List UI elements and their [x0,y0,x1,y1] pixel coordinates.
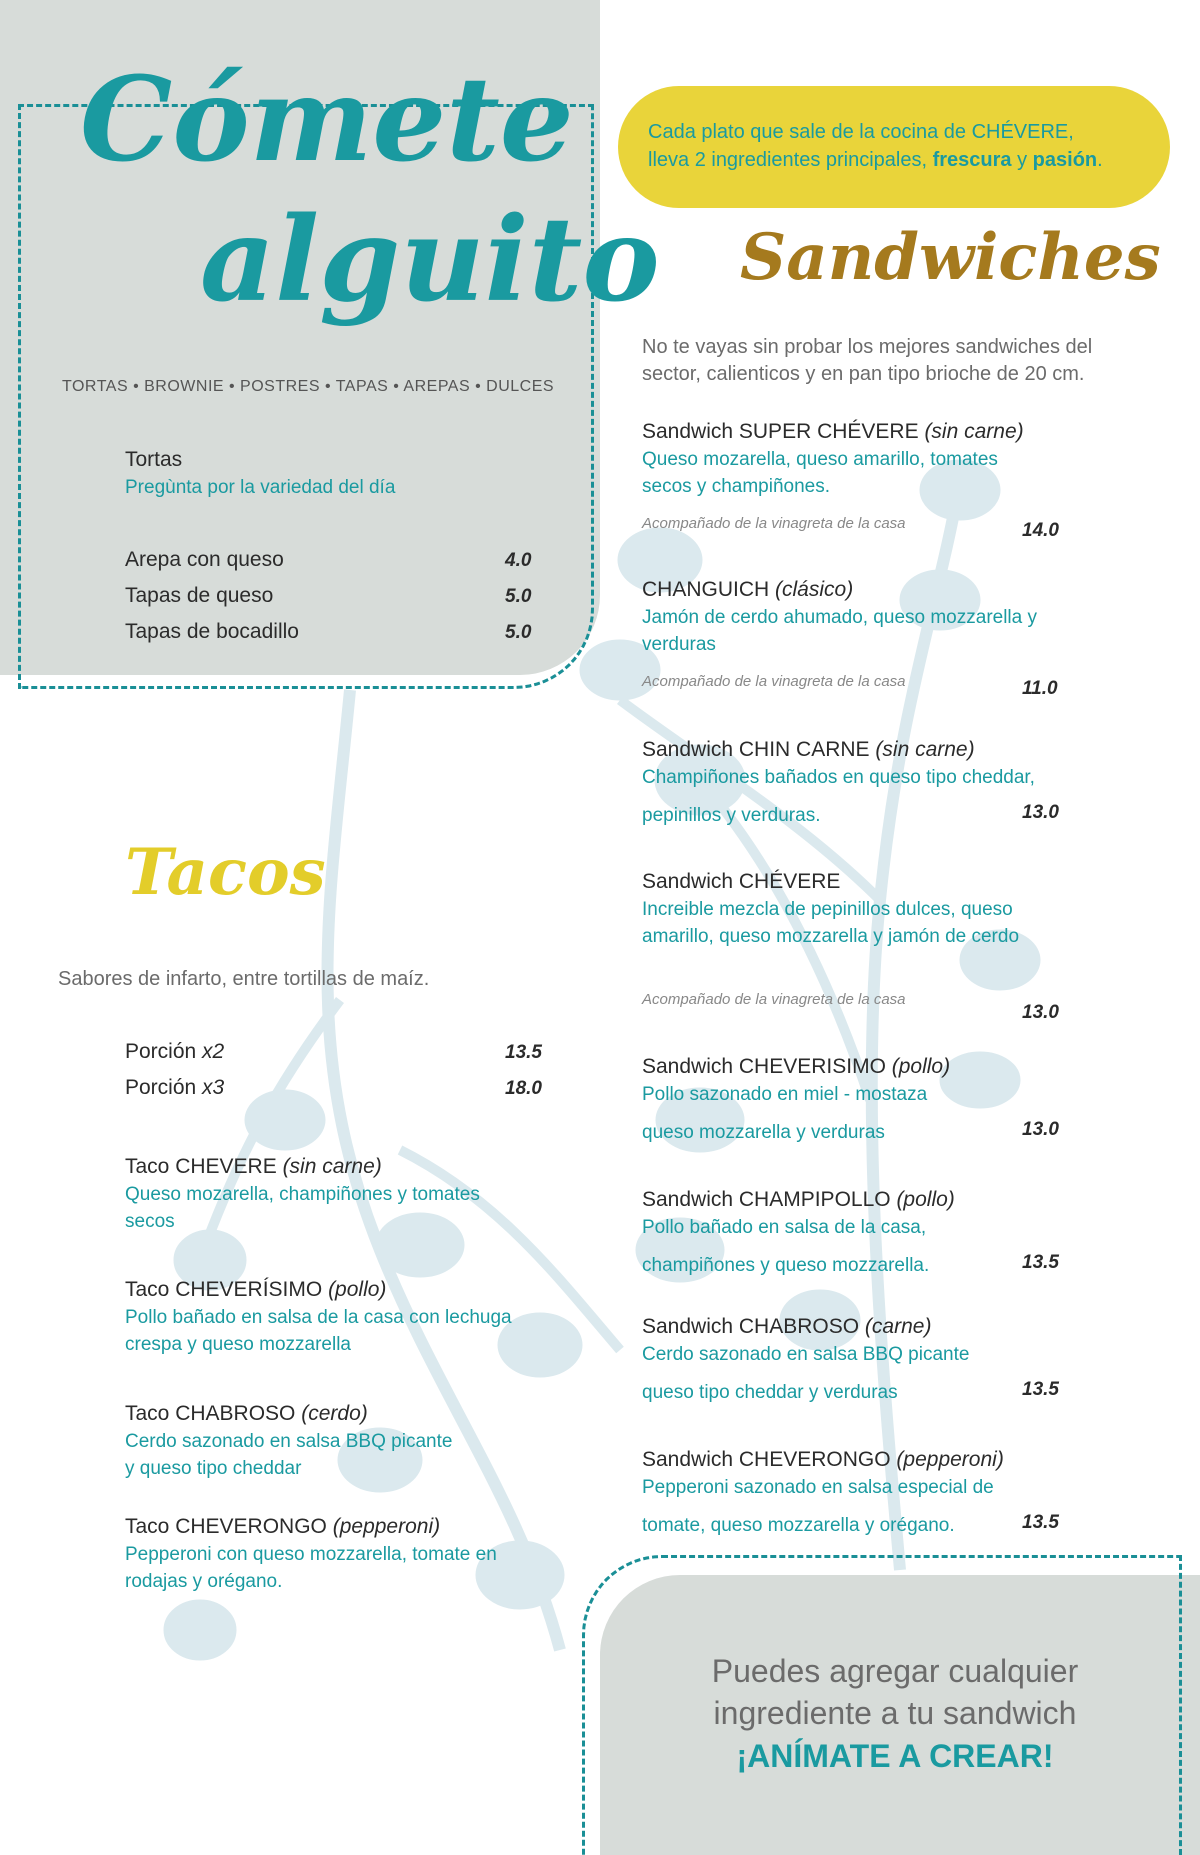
sandwich-desc-2: queso mozzarella y verduras [642,1122,885,1143]
sandwich-desc-1: Pollo sazonado en miel - mostaza [642,1084,928,1105]
sandwich-desc-1: Jamón de cerdo ahumado, queso mozzarella y [642,607,1038,628]
sandwich-tag: (pepperoni) [896,1448,1004,1471]
taco-tag: (pollo) [328,1278,387,1301]
title-line-2: alguito [200,192,660,328]
portion-price: 13.5 [505,1042,542,1063]
sandwich-name [642,738,975,762]
intro-bold-pasion: pasión [1032,149,1098,171]
sandwich-name [642,1448,1004,1472]
taco-desc-2: y queso tipo cheddar [125,1458,302,1479]
sandwich-desc-2: tomate, queso mozzarella y orégano. [642,1515,955,1536]
taco-desc-2: crespa y queso mozzarella [125,1334,351,1355]
sandwich-name [642,578,853,602]
sandwich-title: CHANGUICH [642,578,776,601]
sandwich-price: 13.0 [1022,1119,1059,1140]
sandwich-tag: (sin carne) [924,420,1024,443]
intro-line-2 [648,146,1148,174]
intro-mid: y [1011,149,1033,171]
sandwich-name [642,1188,955,1212]
sandwich-title: Sandwich CHÉVERE [642,870,841,893]
tortas-name: Tortas [125,448,183,471]
taco-title: Taco CHABROSO [125,1402,302,1425]
taco-title: Taco CHEVERONGO [125,1515,333,1538]
taco-title: Taco CHEVERE [125,1155,283,1178]
intro-line-2-prefix: lleva 2 ingredientes principales, [648,149,933,171]
sandwich-price: 13.5 [1022,1252,1059,1273]
sandwich-desc-1: Pollo bañado en salsa de la casa, [642,1217,927,1238]
sandwich-desc-2: pepinillos y verduras. [642,805,821,826]
sandwich-desc-2: queso tipo cheddar y verduras [642,1382,898,1403]
sandwiches-intro-line-2: sector, calienticos y en pan tipo brioche de 20 cm. [642,363,1085,385]
tortas-desc: Pregùnta por la variedad del día [125,477,396,498]
taco-desc-1: Pepperoni con queso mozzarella, tomate en [125,1544,497,1565]
taco-tag: (sin carne) [282,1155,382,1178]
sandwich-desc-2: verduras [642,634,716,655]
sandwich-desc-2: secos y champiñones. [642,476,830,497]
left-item-price: 5.0 [505,586,532,607]
taco-title: Taco CHEVERÍSIMO [125,1278,329,1301]
sandwich-title: Sandwich CHEVERONGO [642,1448,897,1471]
intro-pill-text [648,118,1148,174]
cta-line-1: Puedes agregar cualquier [711,1653,1079,1689]
intro-suffix: . [1097,149,1103,171]
sandwich-desc-1: Increible mezcla de pepinillos dulces, queso [642,899,1013,920]
portion-label: Porción [125,1040,203,1063]
sandwich-tag: (clásico) [775,578,854,601]
sandwich-desc-1: Champiñones bañados en queso tipo cheddar, [642,767,1035,788]
taco-name [125,1278,386,1302]
sandwich-tag: (carne) [864,1315,932,1338]
left-item-name: Arepa con queso [125,548,284,571]
sandwich-price: 13.5 [1022,1379,1059,1400]
taco-desc-2: rodajas y orégano. [125,1571,283,1592]
taco-desc-1: Pollo bañado en salsa de la casa con lechuga [125,1307,512,1328]
sandwich-desc-1: Queso mozarella, queso amarillo, tomates [642,449,998,470]
sandwich-price: 13.0 [1022,802,1059,823]
portion-qty: x3 [202,1076,225,1099]
portion-price: 18.0 [505,1078,542,1099]
sandwich-price: 14.0 [1022,520,1059,541]
sandwiches-heading: Sandwiches [740,220,1161,295]
taco-portion [125,1040,224,1064]
left-item-price: 4.0 [505,550,532,571]
tacos-heading: Tacos [125,835,326,910]
sandwich-desc-2: amarillo, queso mozzarella y jamón de cerdo [642,926,1020,947]
intro-line-1: Cada plato que sale de la cocina de CHÉVERE, [648,121,1074,143]
taco-desc-1: Queso mozarella, champiñones y tomates [125,1184,480,1205]
sandwiches-intro [642,334,1182,388]
sandwich-name [642,420,1024,444]
taco-portion [125,1076,224,1100]
taco-name [125,1515,440,1539]
tacos-intro: Sabores de infarto, entre tortillas de maíz. [58,968,430,990]
sandwich-title: Sandwich CHEVERISIMO [642,1055,892,1078]
sandwich-tag: (pollo) [896,1188,955,1211]
sandwich-note: Acompañado de la vinagreta de la casa [642,515,906,532]
sandwich-title: Sandwich CHAMPIPOLLO [642,1188,897,1211]
cta-line-2: ingrediente a tu sandwich [713,1695,1077,1731]
taco-tag: (pepperoni) [332,1515,441,1538]
sandwich-price: 13.0 [1022,1002,1059,1023]
sandwich-tag: (pollo) [891,1055,951,1078]
sandwich-title: Sandwich CHIN CARNE [642,738,876,761]
sandwich-name [642,1055,950,1079]
left-item-name: Tapas de bocadillo [125,620,299,643]
sandwich-desc-2: champiñones y queso mozzarella. [642,1255,930,1276]
sandwich-price: 13.5 [1022,1512,1059,1533]
sandwich-price: 11.0 [1022,678,1058,699]
intro-bold-frescura: frescura [932,149,1012,171]
cta-headline: ¡ANÍMATE A CREAR! [736,1738,1054,1774]
taco-tag: (cerdo) [301,1402,368,1425]
taco-name [125,1402,368,1426]
sandwich-name [642,870,840,894]
category-list: TORTAS • BROWNIE • POSTRES • TAPAS • AREPAS • DULCES [62,378,555,395]
portion-label: Porción [125,1076,203,1099]
sandwich-desc-1: Pepperoni sazonado en salsa especial de [642,1477,994,1498]
left-item-name: Tapas de queso [125,584,274,607]
taco-desc-2: secos [125,1211,175,1232]
taco-name [125,1155,382,1179]
sandwich-desc-1: Cerdo sazonado en salsa BBQ picante [642,1344,970,1365]
cta-text [640,1650,1150,1734]
sandwich-note: Acompañado de la vinagreta de la casa [642,991,906,1008]
sandwich-note: Acompañado de la vinagreta de la casa [642,673,906,690]
taco-desc-1: Cerdo sazonado en salsa BBQ picante [125,1431,453,1452]
portion-qty: x2 [202,1040,225,1063]
sandwiches-intro-line-1: No te vayas sin probar los mejores sandwiches del [642,336,1093,358]
left-item-price: 5.0 [505,622,532,643]
title-line-1: Cómete [80,52,574,188]
sandwich-tag: (sin carne) [875,738,975,761]
sandwich-title: Sandwich CHABROSO [642,1315,865,1338]
sandwich-name [642,1315,931,1339]
sandwich-title: Sandwich SUPER CHÉVERE [642,420,925,443]
